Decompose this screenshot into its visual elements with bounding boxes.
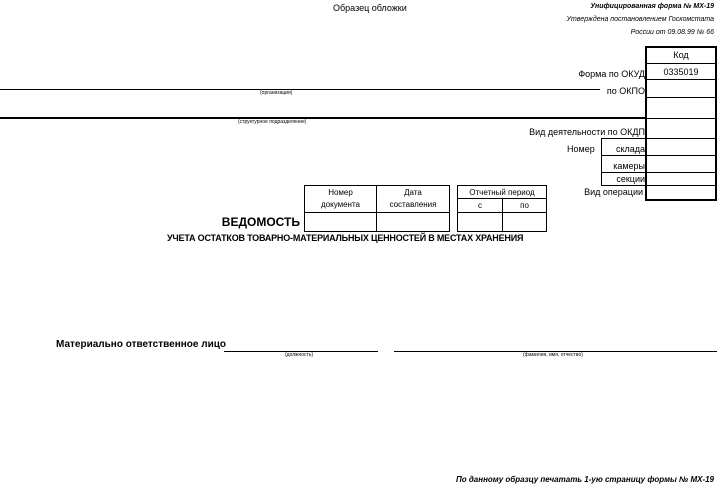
period-from-header: с	[457, 198, 503, 213]
doc-date-header: Дата составления	[376, 185, 450, 213]
name-caption: (фамилия, имя, отчество)	[523, 352, 583, 358]
operation-label: Вид операции	[584, 187, 643, 197]
section-label: секции	[616, 174, 645, 184]
code-header: Код	[673, 50, 689, 60]
code-divider	[645, 138, 717, 139]
okpo-label: по ОКПО	[606, 86, 645, 96]
code-divider	[645, 155, 717, 156]
organization-line	[0, 89, 600, 90]
okdp-label: Вид деятельности по ОКДП	[529, 127, 645, 137]
period-header: Отчетный период	[457, 185, 547, 199]
okud-label: Форма по ОКУД	[578, 69, 645, 79]
doc-number-header: Номер документа	[304, 185, 377, 213]
number-block-divider	[601, 172, 645, 173]
code-divider	[645, 97, 717, 98]
number-label: Номер	[567, 144, 595, 154]
number-block-divider	[601, 155, 645, 156]
form-code: Унифицированная форма № МХ-19	[590, 3, 714, 10]
approved-line-2: России от 09.08.99 № 66	[630, 29, 714, 36]
code-divider	[645, 185, 717, 186]
organization-caption: (организация)	[260, 90, 293, 96]
position-caption: (должность)	[285, 352, 314, 358]
period-to-header: по	[502, 198, 547, 213]
code-divider	[645, 172, 717, 173]
period-to-value	[502, 212, 547, 232]
division-line	[0, 117, 645, 119]
number-block-left	[601, 138, 602, 185]
okud-value: 0335019	[663, 67, 699, 77]
signature-label: Материально ответственное лицо	[56, 339, 227, 350]
footer-note: По данному образцу печатать 1-ую страницу формы № МХ-19	[455, 475, 714, 484]
code-divider	[645, 118, 717, 119]
doc-date-value	[376, 212, 450, 232]
chamber-label: камеры	[613, 161, 645, 171]
code-divider	[645, 79, 717, 80]
division-caption: (структурное подразделение)	[238, 119, 307, 125]
approved-line-1: Утверждена постановлением Госкомстата	[566, 16, 714, 23]
sample-title: Образец обложки	[333, 3, 407, 13]
warehouse-label: склада	[615, 144, 645, 154]
doc-number-value	[304, 212, 377, 232]
number-block-bottom	[601, 185, 645, 186]
document-subtitle: УЧЕТА ОСТАТКОВ ТОВАРНО-МАТЕРИАЛЬНЫХ ЦЕННОСТЕЙ В МЕСТАХ ХРАНЕНИЯ	[167, 233, 524, 243]
number-block-top	[601, 138, 645, 139]
period-from-value	[457, 212, 503, 232]
code-divider	[645, 63, 717, 64]
document-title: ВЕДОМОСТЬ	[221, 215, 300, 229]
